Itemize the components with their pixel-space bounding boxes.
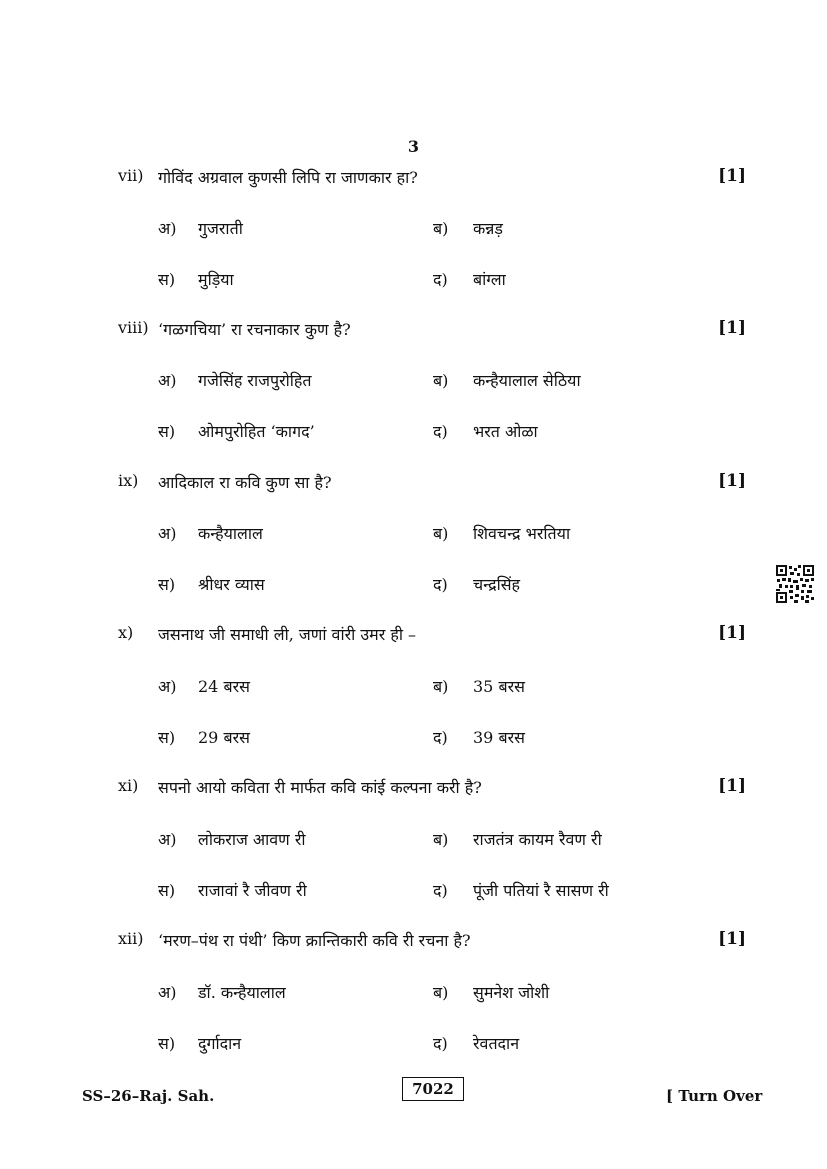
option-text: कन्नड़ — [473, 219, 503, 238]
option-text: राजतंत्र कायम रैवण री — [473, 830, 602, 849]
option-text: बांग्ला — [473, 270, 506, 289]
question-number: ix) — [118, 471, 139, 490]
question-text: गोविंद अग्रवाल कुणसी लिपि रा जाणकार हा? — [158, 168, 418, 187]
option-key: अ) — [158, 983, 177, 1002]
option-text: 35 बरस — [473, 677, 525, 696]
option-text: भरत ओळा — [473, 422, 538, 441]
question-text: ‘मरण–पंथ रा पंथी’ किण क्रान्तिकारी कवि री रचना है? — [158, 931, 471, 950]
option-key: ब) — [433, 524, 449, 543]
question-x — [118, 623, 748, 647]
option-text: 24 बरस — [198, 677, 250, 696]
question-number: viii) — [118, 318, 149, 337]
question-marks: [1] — [718, 166, 746, 186]
turn-over-note: [ Turn Over — [666, 1087, 763, 1105]
option-text: रेवतदान — [473, 1034, 520, 1053]
option-key: ब) — [433, 830, 449, 849]
option-text: ओमपुरोहित ‘कागद’ — [198, 422, 315, 441]
option-key: ब) — [433, 677, 449, 696]
option-key: द) — [433, 881, 448, 900]
question-ix — [118, 471, 748, 495]
option-key: स) — [158, 270, 176, 289]
option-key: स) — [158, 1034, 176, 1053]
option-key: स) — [158, 881, 176, 900]
option-text: श्रीधर व्यास — [198, 575, 265, 594]
question-viii — [118, 318, 748, 342]
option-text: दुर्गादान — [198, 1034, 242, 1053]
question-number: xi) — [118, 776, 139, 795]
option-text: कन्हैयालाल — [198, 524, 263, 543]
option-key: द) — [433, 422, 448, 441]
option-key: ब) — [433, 219, 449, 238]
option-text: शिवचन्द्र भरतिया — [473, 524, 571, 543]
question-text: सपनो आयो कविता री मार्फत कवि कांई कल्पना करी है? — [158, 778, 482, 797]
question-vii — [118, 166, 748, 190]
option-key: ब) — [433, 983, 449, 1002]
option-text: सुमनेश जोशी — [473, 983, 550, 1002]
option-key: स) — [158, 728, 176, 747]
option-text: चन्द्रसिंह — [473, 575, 521, 594]
option-text: गजेसिंह राजपुरोहित — [198, 371, 312, 390]
option-key: अ) — [158, 830, 177, 849]
option-text: गुजराती — [198, 219, 243, 238]
option-key: द) — [433, 575, 448, 594]
option-key: अ) — [158, 371, 177, 390]
question-marks: [1] — [718, 623, 746, 643]
option-text: मुड़िया — [198, 270, 234, 289]
question-marks: [1] — [718, 318, 746, 338]
question-marks: [1] — [718, 929, 746, 949]
qr-code-icon — [776, 565, 814, 603]
question-number: x) — [118, 623, 134, 642]
question-number: xii) — [118, 929, 144, 948]
page-number: 3 — [407, 137, 420, 156]
question-xi — [118, 776, 748, 800]
option-text: 29 बरस — [198, 728, 250, 747]
question-number: vii) — [118, 166, 144, 185]
question-text: जसनाथ जी समाधी ली, जणां वांरी उमर ही – — [158, 625, 417, 644]
option-text: पूंजी पतियां रै सासण री — [473, 881, 609, 900]
option-key: द) — [433, 270, 448, 289]
option-text: राजावां रै जीवण री — [198, 881, 307, 900]
paper-number-box: 7022 — [402, 1077, 464, 1101]
option-key: स) — [158, 575, 176, 594]
option-key: अ) — [158, 219, 177, 238]
question-text: आदिकाल रा कवि कुण सा है? — [158, 473, 332, 492]
option-key: ब) — [433, 371, 449, 390]
question-marks: [1] — [718, 471, 746, 491]
paper-code: SS–26–Raj. Sah. — [82, 1087, 215, 1105]
question-xii — [118, 929, 748, 953]
option-key: अ) — [158, 524, 177, 543]
option-key: अ) — [158, 677, 177, 696]
option-text: 39 बरस — [473, 728, 525, 747]
option-text: लोकराज आवण री — [198, 830, 306, 849]
option-text: डॉ. कन्हैयालाल — [198, 983, 286, 1002]
option-key: स) — [158, 422, 176, 441]
option-text: कन्हैयालाल सेठिया — [473, 371, 581, 390]
question-text: ‘गळगचिया’ रा रचनाकार कुण है? — [158, 320, 351, 339]
question-marks: [1] — [718, 776, 746, 796]
option-key: द) — [433, 1034, 448, 1053]
option-key: द) — [433, 728, 448, 747]
